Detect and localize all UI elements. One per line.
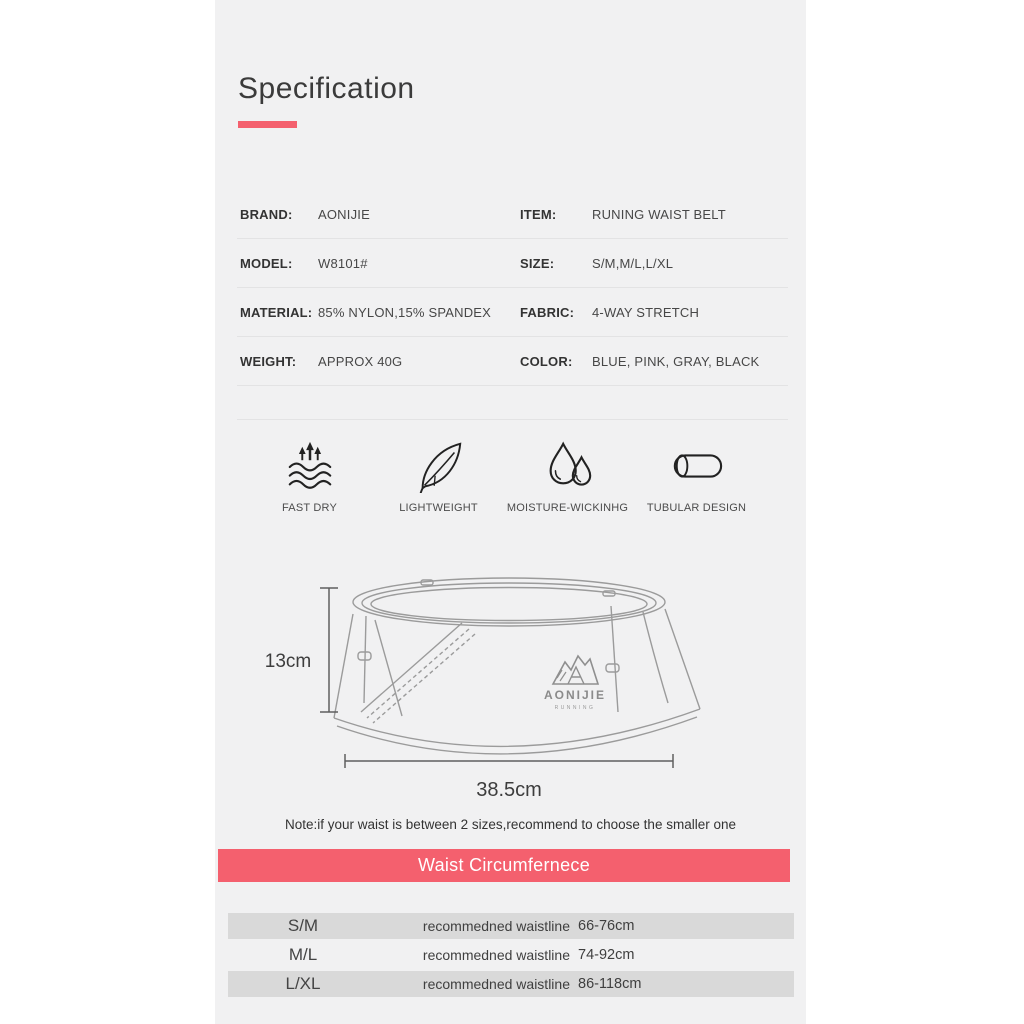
spec-label: ITEM: bbox=[520, 206, 557, 222]
spec-value: S/M,M/L,L/XL bbox=[592, 255, 674, 271]
logo-sub-text: RUNNING bbox=[554, 705, 596, 711]
size-note: Note:if your waist is between 2 sizes,recommend to choose the smaller one bbox=[285, 817, 736, 832]
spec-label: WEIGHT: bbox=[240, 353, 297, 369]
divider bbox=[237, 419, 788, 420]
feature-label: MOISTURE-WICKINHG bbox=[506, 502, 629, 514]
feather-icon bbox=[412, 437, 466, 493]
size-description: recommedned waistline bbox=[422, 918, 570, 934]
spec-cell-item bbox=[520, 207, 788, 222]
page-title: Specification bbox=[238, 72, 415, 105]
spec-value: W8101# bbox=[318, 255, 368, 271]
spec-label: MATERIAL: bbox=[240, 304, 313, 320]
feature-tubular-design bbox=[632, 437, 761, 514]
spec-cell-material bbox=[237, 305, 520, 320]
size-range: 66-76cm bbox=[578, 918, 635, 934]
water-drops-icon bbox=[541, 437, 595, 493]
aonijie-logo bbox=[544, 656, 606, 711]
spec-label: FABRIC: bbox=[520, 304, 575, 320]
spec-cell-model bbox=[237, 256, 520, 271]
title-accent-bar bbox=[238, 121, 297, 128]
dimension-lines bbox=[320, 588, 673, 768]
spec-cell-weight bbox=[237, 354, 520, 369]
spec-value: BLUE, PINK, GRAY, BLACK bbox=[592, 353, 760, 369]
feature-moisture-wicking bbox=[503, 437, 632, 514]
size-range: 86-118cm bbox=[578, 976, 642, 992]
spec-value: 4-WAY STRETCH bbox=[592, 304, 700, 320]
size-name: L/XL bbox=[285, 974, 321, 993]
height-dimension-label: 13cm bbox=[264, 651, 312, 672]
size-description: recommedned waistline bbox=[422, 976, 570, 992]
feature-fast-dry bbox=[245, 437, 374, 514]
size-row-sm bbox=[228, 913, 794, 939]
size-description: recommedned waistline bbox=[422, 947, 570, 963]
spec-row bbox=[237, 337, 788, 386]
spec-label: COLOR: bbox=[520, 353, 573, 369]
fast-dry-icon bbox=[283, 437, 337, 493]
features-row bbox=[245, 437, 761, 514]
spec-table bbox=[237, 190, 788, 420]
size-row-ml bbox=[228, 942, 794, 968]
logo-brand-text: AONIJIE bbox=[543, 688, 607, 702]
spec-cell-size bbox=[520, 256, 788, 271]
spec-value: AONIJIE bbox=[318, 206, 370, 222]
size-row-lxl bbox=[228, 971, 794, 997]
spec-sheet-card bbox=[215, 0, 806, 1024]
spec-row bbox=[237, 190, 788, 239]
feature-label: TUBULAR DESIGN bbox=[646, 502, 747, 514]
size-range: 74-92cm bbox=[578, 947, 635, 963]
feature-label: LIGHTWEIGHT bbox=[399, 502, 478, 514]
feature-label: FAST DRY bbox=[282, 502, 337, 514]
spec-value: 85% NYLON,15% SPANDEX bbox=[318, 304, 492, 320]
size-name: S/M bbox=[287, 916, 319, 935]
feature-lightweight bbox=[374, 437, 503, 514]
spec-cell-color bbox=[520, 354, 788, 369]
spec-value: APPROX 40G bbox=[318, 353, 403, 369]
waist-belt-drawing bbox=[215, 560, 806, 810]
tube-icon bbox=[670, 437, 724, 493]
size-table bbox=[228, 913, 794, 1000]
spec-label: SIZE: bbox=[520, 255, 555, 271]
spec-cell-fabric bbox=[520, 305, 788, 320]
spec-value: RUNING WAIST BELT bbox=[592, 206, 726, 222]
width-dimension-label: 38.5cm bbox=[476, 779, 542, 801]
spec-label: BRAND: bbox=[240, 206, 293, 222]
spec-cell-brand bbox=[237, 207, 520, 222]
spec-row bbox=[237, 239, 788, 288]
spec-row bbox=[237, 288, 788, 337]
size-name: M/L bbox=[288, 945, 318, 964]
waist-circumference-banner: Waist Circumfernece bbox=[218, 849, 790, 882]
spec-label: MODEL: bbox=[240, 255, 293, 271]
product-diagram bbox=[215, 560, 806, 810]
